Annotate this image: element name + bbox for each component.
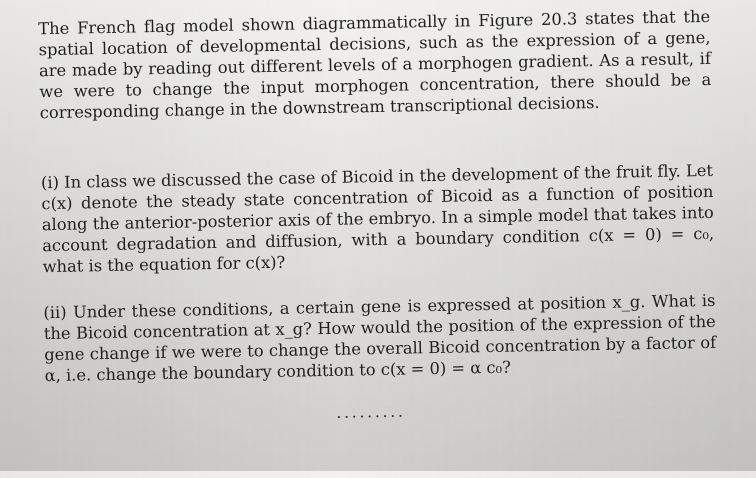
continuation-dots: .........	[336, 401, 406, 422]
question-i-paragraph: (i) In class we discussed the case of Bicoid in the development of the fruit fly. Let c(x) denote the steady state concentration of Bicoid as a function of position along the anterior-posterior axis of the embryo. In a simple model that takes into account degradation and diffusion, with a boundary condition c(x = 0) = c₀, what is the equation for c(x)?	[40, 160, 715, 277]
question-ii-paragraph: (ii) Under these conditions, a certain gene is expressed at position x_g. What is the Bicoid concentration at x_g? How would the position of the expression of the gene change if we were to change the overall Bicoid concentration by a factor of α, i.e. change the boundary condition to c(x = 0) = α c₀?	[43, 290, 717, 386]
intro-paragraph: The French flag model shown diagrammatically in Figure 20.3 states that the spatial location of developmental decisions, such as the expression of a gene, are made by reading out different levels of a morphogen gradient. As a result, if we were to change the input morphogen concentration, there should be a corresponding change in the downstream transcriptional decisions.	[38, 6, 712, 123]
